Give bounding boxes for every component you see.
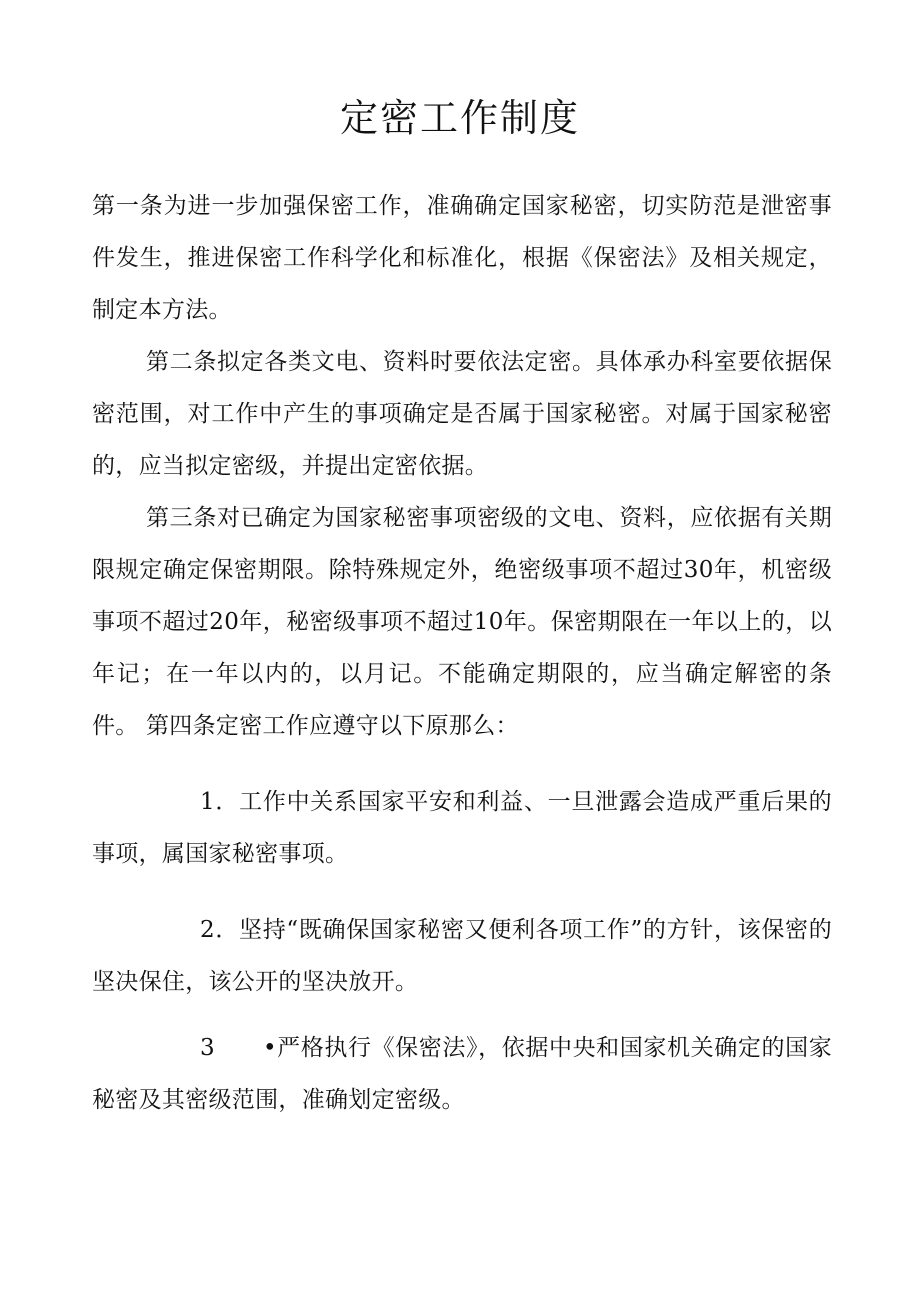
article-2: 第二条拟定各类文电、资料时要依法定密。具体承办科室要依据保密范围，对工作中产生的事项确定是否属于国家秘密。对属于国家秘密的，应当拟定密级，并提出定密依据。 <box>92 349 832 479</box>
list-item-text: ．工作中关系国家平安和利益、一旦泄露会造成严重后果的事项，属国家秘密事项。 <box>92 789 832 867</box>
document-title: 定密工作制度 <box>339 96 580 140</box>
list-item <box>92 904 832 1008</box>
article-4: 第四条定密工作应遵守以下原那么： <box>146 713 519 739</box>
list-item-text: ．坚持“既确保国家秘密又便利各项工作”的方针，该保密的坚决保住，该公开的坚决放开。 <box>92 917 832 995</box>
list-item-text: •严格执行《保密法》，依据中央和国家机关确定的国家秘密及其密级范围，准确划定密级。 <box>92 1035 832 1113</box>
list-item <box>92 776 832 880</box>
list-item <box>92 1022 832 1126</box>
list-item-number: 1 <box>200 789 215 815</box>
article-3: 第三条对已确定为国家秘密事项密级的文电、资料，应依据有关期限规定确定保密期限。除特殊规定外，绝密级事项不超过30年，机密级事项不超过20年，秘密级事项不超过10年。保密期限在一年以上的，以年记；在一年以内的，以月记。不能确定期限的，应当确定解密的条件。 <box>92 505 832 739</box>
article-1: 第一条为进一步加强保密工作，准确确定国家秘密，切实防范是泄密事件发生，推进保密工作科学化和标准化，根据《保密法》及相关规定，制定本方法。 <box>92 193 832 323</box>
list-item-number: 3 <box>200 1035 215 1061</box>
list-item-number: 2 <box>200 917 215 943</box>
